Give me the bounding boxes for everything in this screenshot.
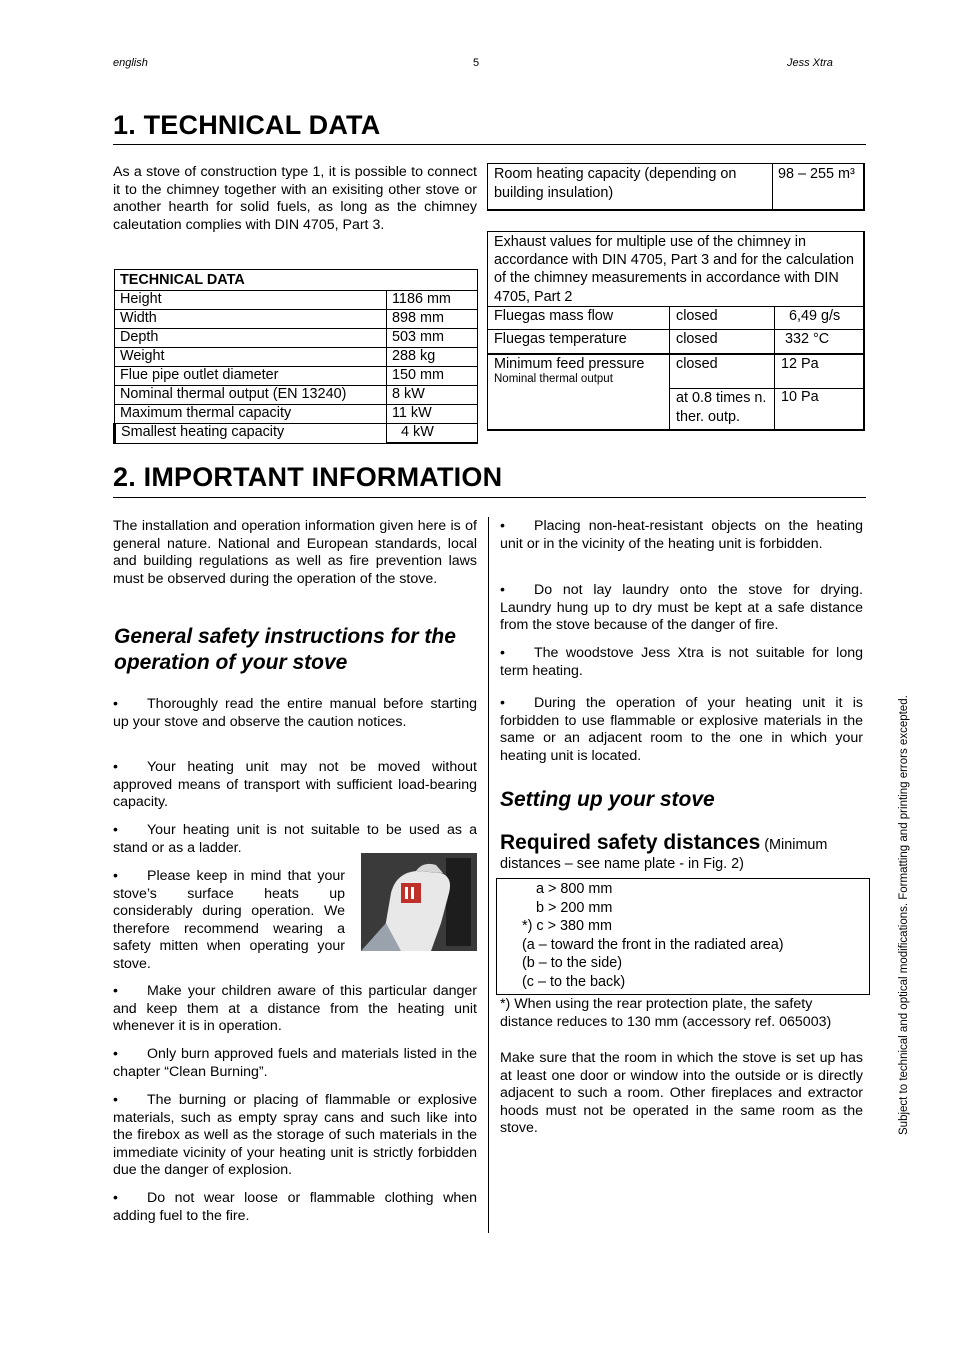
distances-heading-block [500,833,865,874]
exhaust-row-value: 12 Pa [781,356,819,372]
exhaust-row-value: 10 Pa [781,389,819,405]
exhaust-table [487,231,865,431]
list-item: • The woodstove Jess Xtra is not suitable for long term heating. [500,645,863,679]
list-item: • The burning or placing of flammable or explosive materials, such as empty spray cans and such like into the firebox as well as the storage of such materials in the immediate vicinity of your heating unit is strictly forbidden due the danger of explosion. [113,1092,477,1179]
room-note: Make sure that the room in which the stove is set up has at least one door or window into the outside or is directly adjacent to such a room. Other fireplaces and extractor hoods must not be operated in the same room as the stove. [500,1050,863,1137]
room-heating-value: 98 – 255 m³ [778,166,855,182]
title-rule [113,497,866,498]
distance-c-note: (c – to the back) [522,974,626,990]
exhaust-row-state: at 0.8 times n. ther. outp. [676,390,767,425]
column-divider [488,517,489,1233]
technical-table-heading: TECHNICAL DATA [115,270,478,291]
safety-heading: General safety instructions for the operation of your stove [114,625,456,674]
table-row: Nominal thermal output (EN 13240) 8 kW [115,386,478,405]
room-heating-table [487,163,865,211]
table-row: Width 898 mm [115,310,478,329]
list-item: • During the operation of your heating unit it is forbidden to use flammable or explosive materials in the same or an adjacent room to the one in which your heating unit is located. [500,695,863,764]
exhaust-row-sub: Nominal thermal output [494,373,613,385]
list-item: • Thoroughly read the entire manual before starting up your stove and observe the caution notices. [113,696,477,730]
page-number: 5 [473,57,480,69]
exhaust-row-value: 6,49 g/s [789,308,841,324]
distance-b-note: (b – to the side) [522,955,622,971]
distances-heading: Required safety distances [500,831,761,854]
setup-heading: Setting up your stove [500,788,715,811]
distance-b: b > 200 mm [536,900,613,916]
table-row: Weight 288 kg [115,348,478,367]
list-item: • Your heating unit may not be moved without approved means of transport with sufficient load-bearing capacity. [113,759,477,811]
exhaust-heading: Exhaust values for multiple use of the chimney in accordance with DIN 4705, Part 3 and for the calculation of the chimney measurements in accordance with DIN 4705, Part 2 [494,234,854,305]
list-item: • Placing non-heat-resistant objects on the heating unit or in the vicinity of the heating unit is forbidden. [500,518,863,552]
header-language: english [113,57,148,69]
table-row: Flue pipe outlet diameter 150 mm [115,367,478,386]
list-item: • Do not lay laundry onto the stove for drying. Laundry hung up to dry must be kept at a safe distance from the stove because of the danger of fire. [500,582,863,634]
list-item: • Your heating unit is not suitable to be used as a stand or as a ladder. [113,822,477,856]
distances-footnote: *) When using the rear protection plate, the safety distance reduces to 130 mm (accessory ref. 065003) [500,996,832,1030]
table-row: Smallest heating capacity 4 kW [115,424,478,444]
distance-a-note: (a – toward the front in the radiated area) [522,937,784,953]
list-item: • Only burn approved fuels and materials listed in the chapter “Clean Burning”. [113,1046,477,1080]
room-heating-label: Room heating capacity (depending on building insulation) [494,166,737,201]
technical-intro: As a stove of construction type 1, it is possible to connect it to the chimney together with an exisiting other stove or another hearth for solid fuels, as long as the chimney caleutation complies with DIN 4705, Part 3. [113,164,477,233]
distance-a: a > 800 mm [536,881,613,897]
exhaust-row-value: 332 °C [785,331,830,347]
list-item: • Do not wear loose or flammable clothing when adding fuel to the fire. [113,1190,477,1224]
exhaust-row-state: closed [676,356,718,372]
distance-c: *) c > 380 mm [522,918,612,934]
side-note: Subject to technical and optical modifications. Formatting and printing errors excepted. [898,695,910,1135]
section-title-important-info: 2. IMPORTANT INFORMATION [113,462,503,492]
exhaust-row-label: Minimum feed pressure [494,356,645,372]
title-rule [113,144,866,145]
exhaust-row-label: Fluegas temperature [494,331,627,347]
table-row: Depth 503 mm [115,329,478,348]
section-title-technical-data: 1. TECHNICAL DATA [113,110,381,140]
safety-mitten-photo [361,853,477,951]
list-item: • Make your children aware of this particular danger and keep them at a distance from the heating unit whenever it is in operation. [113,983,477,1035]
list-item: • Please keep in mind that your stove’s surface heats up considerably during operation. We therefore recommend wearing a safety mitten when operating your stove. [113,868,345,972]
technical-data-table [113,269,478,444]
exhaust-row-label: Fluegas mass flow [494,308,614,324]
header-product: Jess Xtra [787,57,833,69]
distances-box [496,878,870,995]
table-row: Maximum thermal capacity 11 kW [115,405,478,424]
exhaust-row-state: closed [676,331,718,347]
distances-subheading: (Minimum distances – see name plate - in Fig. 2) [500,837,828,872]
table-row: Height 1186 mm [115,291,478,310]
important-intro: The installation and operation information given here is of general nature. National and European standards, local and building regulations as well as fire prevention laws must be observed during the operation of the stove. [113,518,477,587]
exhaust-row-state: closed [676,308,718,324]
